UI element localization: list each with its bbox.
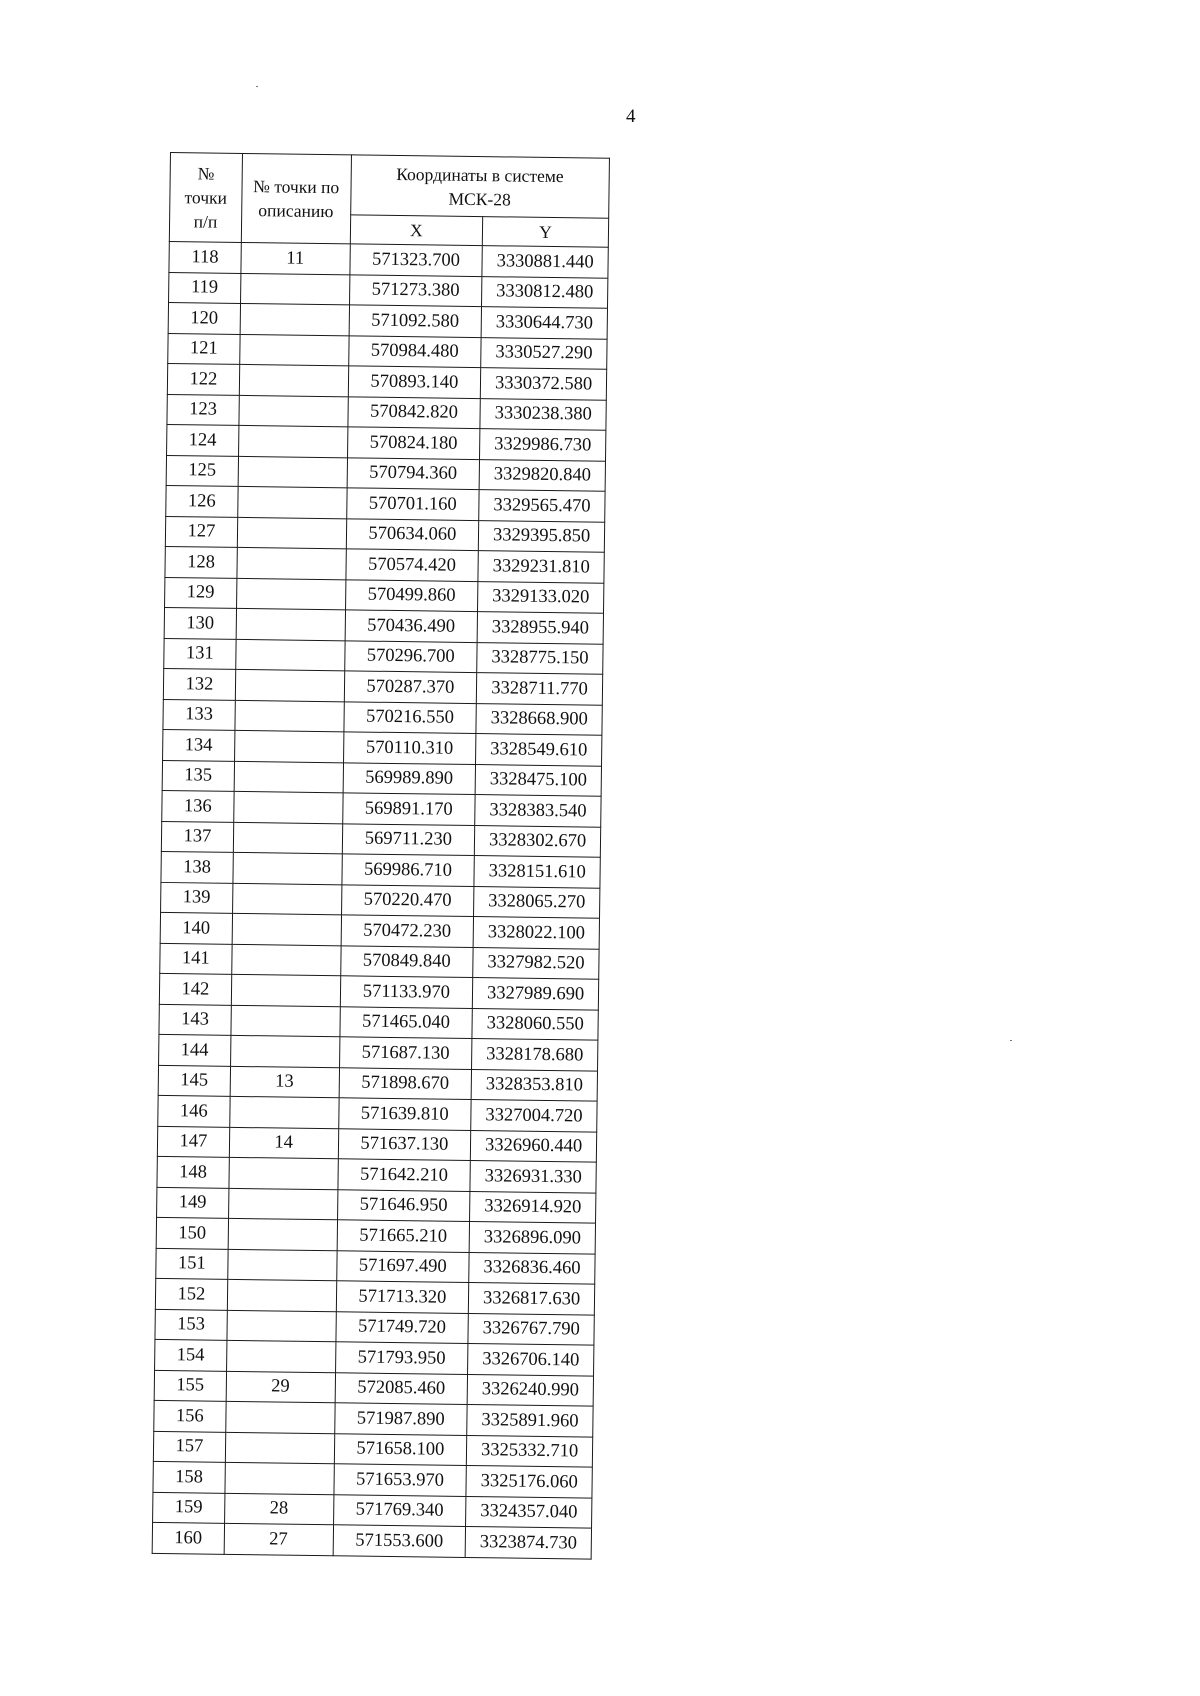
header-coordinates-label: Координаты в системе МСК-28: [396, 163, 564, 209]
point-number-cell: 123: [167, 394, 239, 425]
y-coordinate-cell: 3327989.690: [473, 978, 599, 1010]
y-coordinate-cell: 3330812.480: [482, 276, 608, 308]
description-point-cell: [233, 822, 342, 854]
point-number-cell: 153: [155, 1309, 227, 1340]
point-number-cell: 128: [165, 546, 237, 577]
point-number-cell: 130: [164, 607, 236, 638]
point-number-cell: 158: [153, 1461, 225, 1492]
y-coordinate-cell: 3330238.380: [480, 398, 606, 430]
y-coordinate-cell: 3328178.680: [472, 1039, 598, 1071]
scan-speck: [1010, 1040, 1012, 1041]
point-number-cell: 136: [162, 790, 234, 821]
description-point-cell: 28: [224, 1493, 333, 1525]
point-number-cell: 135: [162, 760, 234, 791]
description-point-cell: [229, 1096, 338, 1128]
point-number-cell: 132: [163, 668, 235, 699]
table-row: [152, 1522, 591, 1558]
y-coordinate-cell: 3328302.670: [475, 825, 601, 857]
coordinates-table: [152, 152, 610, 1559]
point-number-cell: 138: [161, 851, 233, 882]
header-y: Y: [482, 217, 608, 248]
y-coordinate-cell: 3329565.470: [479, 490, 605, 522]
point-number-cell: 152: [155, 1278, 227, 1309]
point-number-cell: 144: [159, 1034, 231, 1065]
x-coordinate-cell: 570824.180: [347, 427, 480, 459]
point-number-cell: 120: [168, 302, 240, 333]
scan-speck: [256, 86, 258, 87]
y-coordinate-cell: 3328353.810: [471, 1069, 597, 1101]
x-coordinate-cell: 571665.210: [337, 1220, 470, 1252]
x-coordinate-cell: 571646.950: [337, 1189, 470, 1221]
point-number-cell: 125: [166, 455, 238, 486]
y-coordinate-cell: 3328022.100: [473, 917, 599, 949]
y-coordinate-cell: 3330372.580: [480, 368, 606, 400]
point-number-cell: 155: [154, 1370, 226, 1401]
description-point-cell: [240, 273, 349, 305]
description-point-cell: [229, 1157, 338, 1189]
y-coordinate-cell: 3323874.730: [465, 1526, 591, 1558]
y-coordinate-cell: 3328151.610: [474, 856, 600, 888]
y-coordinate-cell: 3325891.960: [467, 1404, 593, 1436]
x-coordinate-cell: 571637.130: [338, 1128, 471, 1160]
description-point-cell: [235, 700, 344, 732]
y-coordinate-cell: 3328775.150: [477, 642, 603, 674]
point-number-cell: 126: [166, 485, 238, 516]
description-point-cell: [239, 364, 348, 396]
point-number-cell: 150: [156, 1217, 228, 1248]
x-coordinate-cell: 570984.480: [348, 335, 481, 367]
x-coordinate-cell: 569989.890: [343, 762, 476, 794]
point-number-cell: 134: [163, 729, 235, 760]
point-number-cell: 124: [167, 424, 239, 455]
x-coordinate-cell: 570216.550: [343, 701, 476, 733]
y-coordinate-cell: 3330881.440: [482, 246, 608, 278]
y-coordinate-cell: 3329231.810: [478, 551, 604, 583]
description-point-cell: 14: [229, 1127, 338, 1159]
point-number-cell: 129: [165, 577, 237, 608]
y-coordinate-cell: 3324357.040: [466, 1496, 592, 1528]
description-point-cell: [237, 517, 346, 549]
point-number-cell: 140: [160, 912, 232, 943]
x-coordinate-cell: 570893.140: [348, 366, 481, 398]
description-point-cell: [234, 730, 343, 762]
header-point-number: [169, 153, 242, 243]
point-number-cell: 131: [164, 638, 236, 669]
x-coordinate-cell: 569711.230: [342, 823, 475, 855]
description-point-cell: 27: [224, 1523, 333, 1555]
x-coordinate-cell: 571713.320: [336, 1281, 469, 1313]
y-coordinate-cell: 3328383.540: [475, 795, 601, 827]
description-point-cell: [231, 974, 340, 1006]
coordinates-rows: [152, 241, 608, 1558]
description-point-cell: [231, 944, 340, 976]
y-coordinate-cell: 3329133.020: [478, 581, 604, 613]
point-number-cell: 159: [153, 1492, 225, 1523]
description-point-cell: [225, 1432, 334, 1464]
x-coordinate-cell: 571639.810: [338, 1098, 471, 1130]
x-coordinate-cell: 571697.490: [336, 1250, 469, 1282]
x-coordinate-cell: 571323.700: [349, 244, 482, 276]
y-coordinate-cell: 3325176.060: [466, 1465, 592, 1497]
description-point-cell: [225, 1462, 334, 1494]
description-point-cell: [226, 1340, 335, 1372]
y-coordinate-cell: 3327004.720: [471, 1100, 597, 1132]
description-point-cell: 13: [230, 1066, 339, 1098]
description-point-cell: [233, 852, 342, 884]
description-point-cell: [239, 334, 348, 366]
description-point-cell: [231, 1005, 340, 1037]
point-number-cell: 148: [157, 1156, 229, 1187]
y-coordinate-cell: 3326240.990: [467, 1374, 593, 1406]
y-coordinate-cell: 3328065.270: [474, 886, 600, 918]
y-coordinate-cell: 3326914.920: [470, 1191, 596, 1223]
y-coordinate-cell: 3330527.290: [481, 337, 607, 369]
description-point-cell: [233, 791, 342, 823]
x-coordinate-cell: 570220.470: [341, 884, 474, 916]
point-number-cell: 133: [163, 699, 235, 730]
description-point-cell: [228, 1218, 337, 1250]
x-coordinate-cell: 571987.890: [334, 1403, 467, 1435]
point-number-cell: 156: [154, 1400, 226, 1431]
description-point-cell: [238, 456, 347, 488]
x-coordinate-cell: 571273.380: [349, 274, 482, 306]
description-point-cell: [230, 1035, 339, 1067]
x-coordinate-cell: 571658.100: [334, 1433, 467, 1465]
point-number-cell: 143: [159, 1004, 231, 1035]
point-number-cell: 127: [165, 516, 237, 547]
description-point-cell: [240, 303, 349, 335]
x-coordinate-cell: 570794.360: [347, 457, 480, 489]
y-coordinate-cell: 3328668.900: [476, 703, 602, 735]
header-description-point: [241, 153, 351, 243]
description-point-cell: [227, 1249, 336, 1281]
y-coordinate-cell: 3328475.100: [475, 764, 601, 796]
y-coordinate-cell: 3326767.790: [468, 1313, 594, 1345]
y-coordinate-cell: 3327982.520: [473, 947, 599, 979]
x-coordinate-cell: 569891.170: [342, 793, 475, 825]
description-point-cell: [235, 669, 344, 701]
description-point-cell: [232, 913, 341, 945]
x-coordinate-cell: 570436.490: [345, 610, 478, 642]
y-coordinate-cell: 3326960.440: [471, 1130, 597, 1162]
x-coordinate-cell: 571133.970: [340, 976, 473, 1008]
point-number-cell: 151: [156, 1248, 228, 1279]
y-coordinate-cell: 3328549.610: [476, 734, 602, 766]
point-number-cell: 146: [158, 1095, 230, 1126]
x-coordinate-cell: 571687.130: [339, 1037, 472, 1069]
header-description-point-label: № точки по описанию: [253, 176, 340, 222]
point-number-cell: 154: [155, 1339, 227, 1370]
description-point-cell: [237, 486, 346, 518]
description-point-cell: [227, 1279, 336, 1311]
x-coordinate-cell: 570110.310: [343, 732, 476, 764]
description-point-cell: [226, 1401, 335, 1433]
point-number-cell: 141: [160, 943, 232, 974]
description-point-cell: [228, 1188, 337, 1220]
point-number-cell: 157: [153, 1431, 225, 1462]
y-coordinate-cell: 3328955.940: [477, 612, 603, 644]
page-number: 4: [626, 106, 636, 127]
y-coordinate-cell: 3326896.090: [469, 1222, 595, 1254]
point-number-cell: 145: [158, 1065, 230, 1096]
x-coordinate-cell: 571653.970: [333, 1464, 466, 1496]
point-number-cell: 147: [157, 1126, 229, 1157]
y-coordinate-cell: 3326836.460: [469, 1252, 595, 1284]
point-number-cell: 118: [169, 241, 241, 272]
point-number-cell: 160: [152, 1522, 224, 1553]
description-point-cell: [238, 425, 347, 457]
x-coordinate-cell: 571642.210: [337, 1159, 470, 1191]
y-coordinate-cell: 3329395.850: [478, 520, 604, 552]
x-coordinate-cell: 570634.060: [346, 518, 479, 550]
x-coordinate-cell: 571898.670: [339, 1067, 472, 1099]
x-coordinate-cell: 571793.950: [335, 1342, 468, 1374]
x-coordinate-cell: 570842.820: [347, 396, 480, 428]
description-point-cell: [227, 1310, 336, 1342]
x-coordinate-cell: 570296.700: [344, 640, 477, 672]
point-number-cell: 121: [168, 333, 240, 364]
y-coordinate-cell: 3326817.630: [469, 1283, 595, 1315]
x-coordinate-cell: 570849.840: [340, 945, 473, 977]
x-coordinate-cell: 572085.460: [335, 1372, 468, 1404]
x-coordinate-cell: 570287.370: [344, 671, 477, 703]
point-number-cell: 139: [161, 882, 233, 913]
x-coordinate-cell: 571769.340: [333, 1494, 466, 1526]
x-coordinate-cell: 570472.230: [341, 915, 474, 947]
point-number-cell: 149: [157, 1187, 229, 1218]
description-point-cell: [236, 608, 345, 640]
x-coordinate-cell: 570499.860: [345, 579, 478, 611]
x-coordinate-cell: 570574.420: [345, 549, 478, 581]
header-coordinates: [350, 155, 609, 218]
y-coordinate-cell: 3329986.730: [480, 429, 606, 461]
header-x: X: [350, 215, 483, 246]
x-coordinate-cell: 571092.580: [349, 305, 482, 337]
y-coordinate-cell: 3328060.550: [472, 1008, 598, 1040]
y-coordinate-cell: 3326706.140: [468, 1344, 594, 1376]
header-point-number-label: № точки п/п: [184, 163, 228, 232]
x-coordinate-cell: 571553.600: [333, 1525, 466, 1557]
description-point-cell: [234, 761, 343, 793]
description-point-cell: [237, 547, 346, 579]
description-point-cell: [235, 639, 344, 671]
description-point-cell: 29: [226, 1371, 335, 1403]
y-coordinate-cell: 3329820.840: [479, 459, 605, 491]
point-number-cell: 119: [169, 272, 241, 303]
description-point-cell: [239, 395, 348, 427]
description-point-cell: [236, 578, 345, 610]
description-point-cell: 11: [241, 242, 350, 274]
y-coordinate-cell: 3325332.710: [467, 1435, 593, 1467]
point-number-cell: 142: [159, 973, 231, 1004]
x-coordinate-cell: 571749.720: [335, 1311, 468, 1343]
x-coordinate-cell: 570701.160: [346, 488, 479, 520]
y-coordinate-cell: 3326931.330: [470, 1161, 596, 1193]
point-number-cell: 137: [161, 821, 233, 852]
point-number-cell: 122: [167, 363, 239, 394]
description-point-cell: [232, 883, 341, 915]
x-coordinate-cell: 569986.710: [341, 854, 474, 886]
x-coordinate-cell: 571465.040: [339, 1006, 472, 1038]
y-coordinate-cell: 3330644.730: [481, 307, 607, 339]
y-coordinate-cell: 3328711.770: [477, 673, 603, 705]
